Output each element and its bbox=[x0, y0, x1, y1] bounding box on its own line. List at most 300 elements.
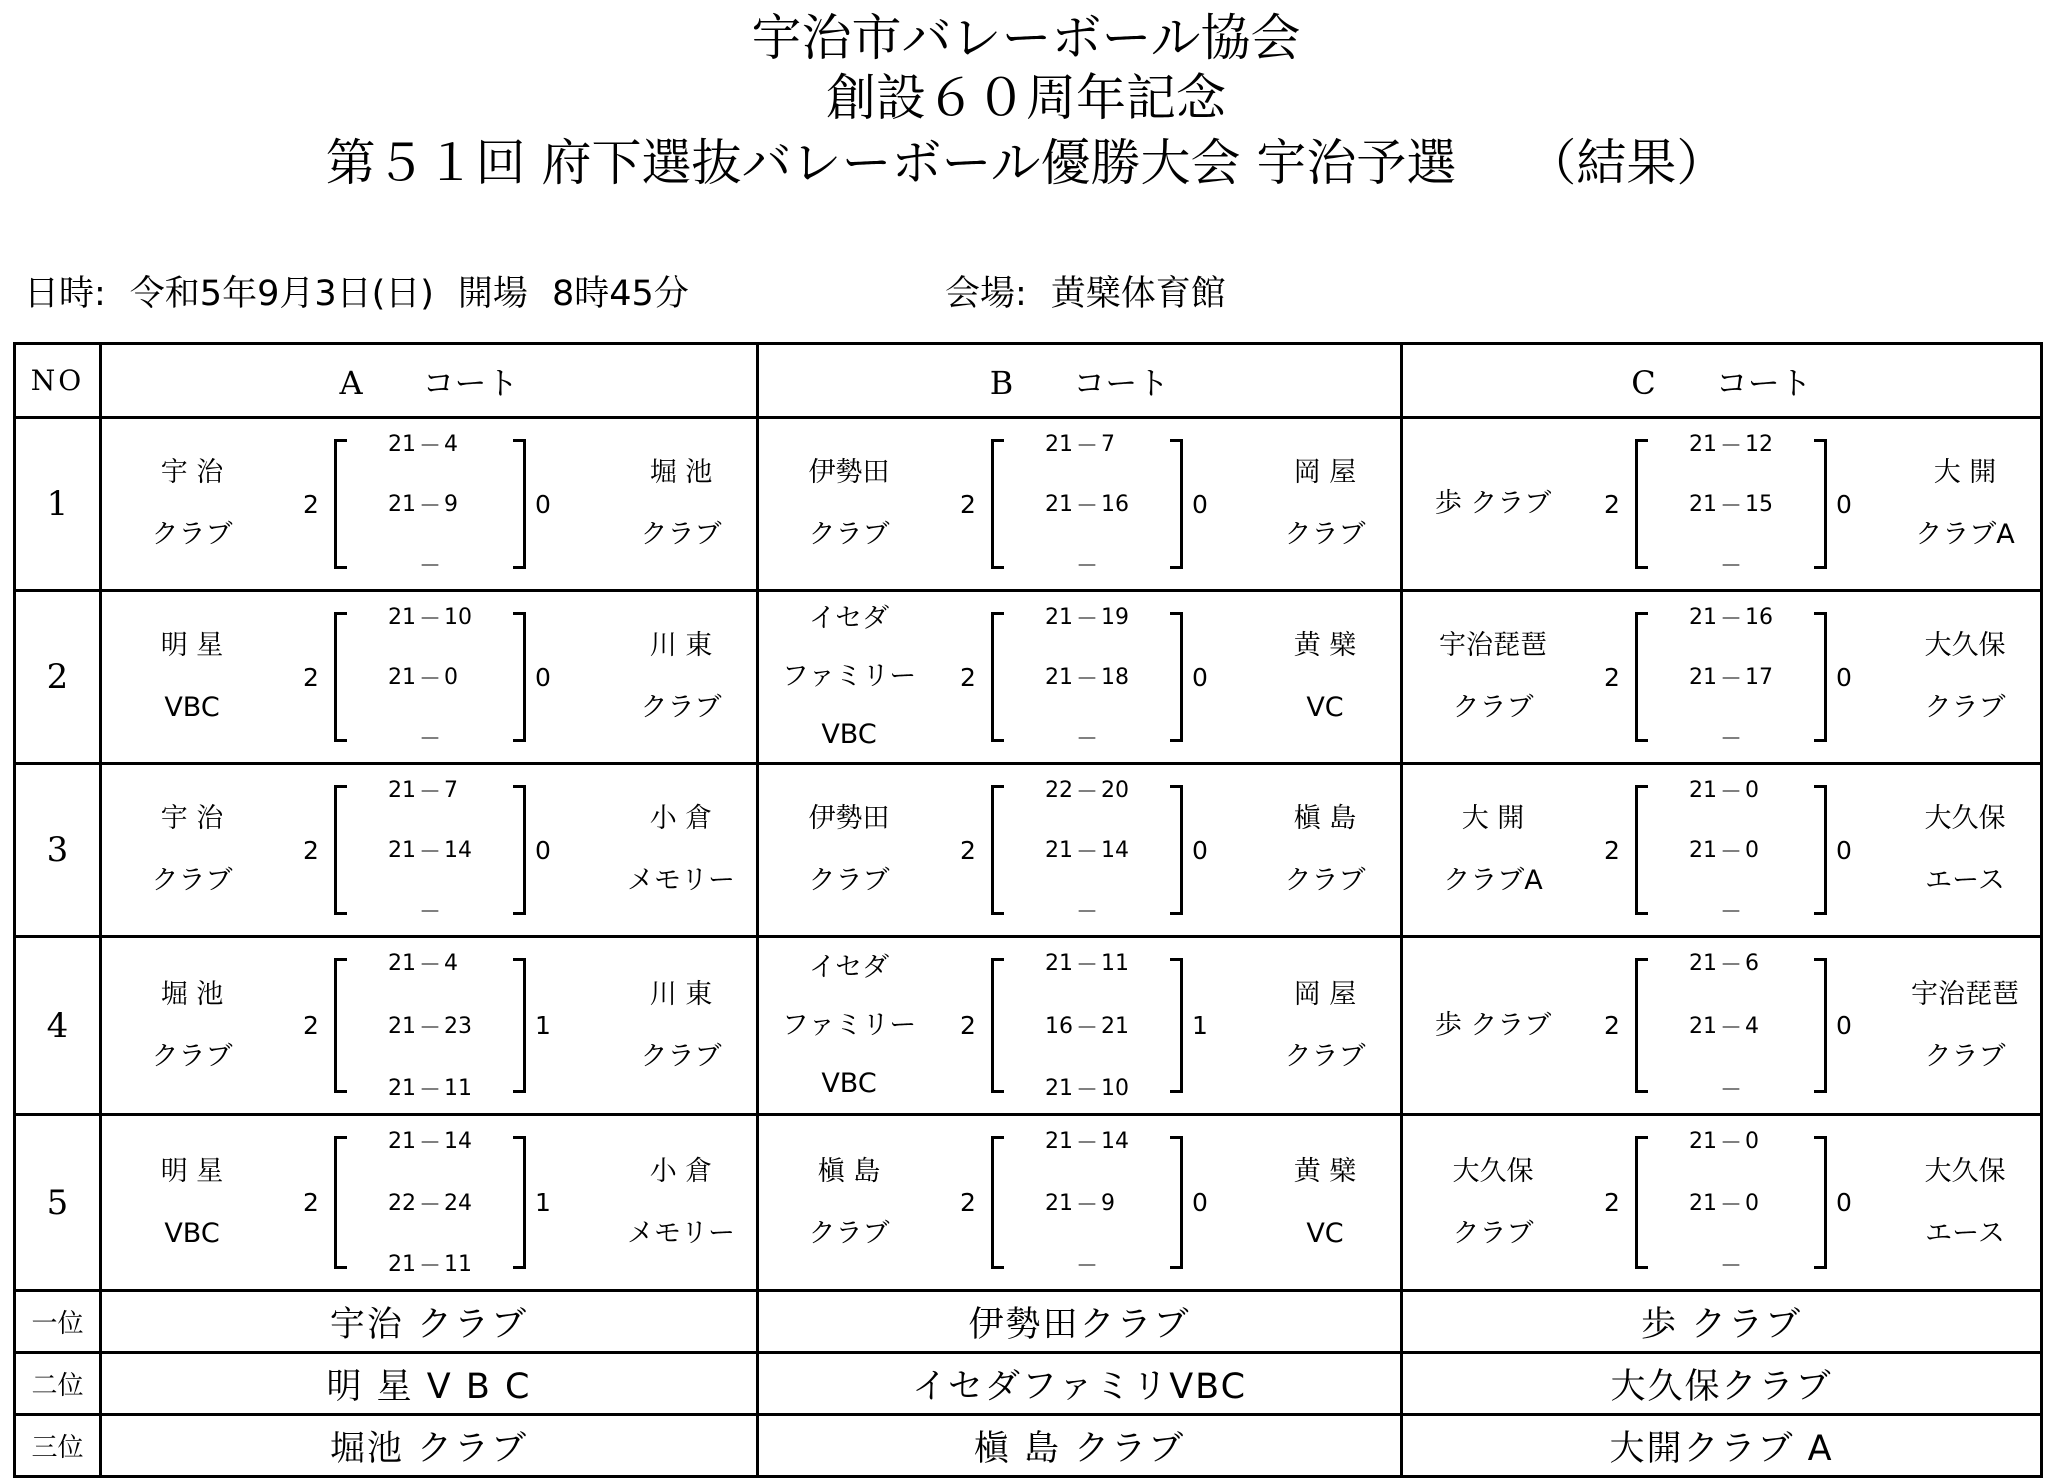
set-score bbox=[994, 488, 1180, 520]
score-bracket bbox=[991, 950, 1183, 1103]
score-b: 14 bbox=[444, 837, 472, 863]
team-b-line: クラブ bbox=[1924, 692, 2006, 723]
score-a: 21 bbox=[1689, 950, 1717, 976]
rank-team: 大久保クラブ bbox=[1402, 1353, 2042, 1415]
match-cell bbox=[1402, 764, 2042, 937]
score-bracket bbox=[991, 777, 1183, 925]
score-separator: － bbox=[418, 606, 441, 632]
team-a-line: ファミリー bbox=[781, 1009, 917, 1041]
score-b: 23 bbox=[444, 1013, 472, 1039]
set-score bbox=[337, 601, 523, 633]
team-a bbox=[777, 419, 921, 589]
sets-won-a: 2 bbox=[1604, 1188, 1620, 1217]
score-b: 4 bbox=[1745, 1013, 1759, 1039]
score-separator: － bbox=[1719, 1192, 1742, 1218]
team-b-line: メモリー bbox=[627, 865, 735, 896]
score-b: 24 bbox=[444, 1190, 472, 1216]
team-b bbox=[1890, 1116, 2040, 1289]
set-score bbox=[337, 721, 523, 753]
score-bracket bbox=[991, 1128, 1183, 1279]
sets-won-b: 0 bbox=[1836, 489, 1852, 519]
set-score bbox=[1638, 428, 1824, 460]
tournament-title bbox=[0, 128, 2052, 198]
ranking-row bbox=[15, 1353, 2042, 1415]
team-b bbox=[1250, 419, 1400, 589]
team-b bbox=[606, 1116, 756, 1289]
match-row bbox=[15, 764, 2042, 937]
team-a-line: クラブ bbox=[808, 1217, 890, 1249]
score-a: 21 bbox=[1689, 777, 1717, 803]
set-score bbox=[994, 894, 1180, 926]
sets-won-a: 2 bbox=[303, 489, 319, 519]
score-b: 7 bbox=[444, 777, 458, 803]
court-letter: A bbox=[339, 363, 363, 402]
score-separator: － bbox=[418, 1077, 441, 1103]
rank-label: 二位 bbox=[15, 1353, 101, 1415]
set-score bbox=[1638, 601, 1824, 633]
score-bracket bbox=[334, 604, 526, 752]
set-score bbox=[1638, 834, 1824, 866]
team-b bbox=[606, 765, 756, 935]
team-a bbox=[777, 938, 921, 1113]
score-a: 21 bbox=[388, 777, 416, 803]
score-b: 0 bbox=[1745, 837, 1759, 863]
set-score bbox=[337, 774, 523, 806]
score-a: 16 bbox=[1045, 1013, 1073, 1039]
rank-team: 歩 クラブ bbox=[1402, 1291, 2042, 1353]
team-a-line: VBC bbox=[164, 692, 220, 723]
score-a: 22 bbox=[388, 1190, 416, 1216]
score-b: 10 bbox=[444, 604, 472, 630]
score-a: 21 bbox=[388, 1075, 416, 1101]
score-a: 21 bbox=[1689, 664, 1717, 690]
team-b-line: 小 倉 bbox=[649, 1155, 713, 1187]
score-separator: － bbox=[1075, 726, 1098, 752]
score-separator: － bbox=[418, 779, 441, 805]
score-separator: － bbox=[418, 1192, 441, 1218]
set-score bbox=[994, 1125, 1180, 1157]
anniversary-title: 創設６０周年記念 bbox=[826, 69, 1226, 127]
sets-won-b: 0 bbox=[1836, 1011, 1852, 1040]
team-a-line: 明 星 bbox=[160, 1155, 224, 1187]
score-b: 7 bbox=[1101, 431, 1115, 457]
score-b: 16 bbox=[1745, 604, 1773, 630]
set-score bbox=[1638, 1010, 1824, 1042]
score-separator: － bbox=[1719, 839, 1742, 865]
sets-won-b: 0 bbox=[1192, 662, 1208, 692]
team-a-line: 宇治琵琶 bbox=[1439, 630, 1547, 661]
match-row bbox=[15, 418, 2042, 591]
score-a: 21 bbox=[1689, 431, 1717, 457]
score-separator: － bbox=[418, 553, 441, 579]
row-number: 5 bbox=[15, 1115, 101, 1291]
court-header-b bbox=[758, 344, 1402, 418]
team-a-line: クラブ bbox=[1452, 1217, 1534, 1249]
score-bracket bbox=[1635, 431, 1827, 579]
association-title: 宇治市バレーボール協会 bbox=[751, 9, 1301, 67]
score-b: 14 bbox=[1101, 1128, 1129, 1154]
score-b: 0 bbox=[444, 664, 458, 690]
set-score bbox=[994, 834, 1180, 866]
score-separator: － bbox=[1075, 666, 1098, 692]
team-a-line: クラブA bbox=[1443, 865, 1543, 896]
sets-won-b: 0 bbox=[1836, 835, 1852, 865]
sets-won-b: 0 bbox=[1836, 662, 1852, 692]
score-b: 20 bbox=[1101, 777, 1129, 803]
sets-won-b: 0 bbox=[1192, 1188, 1208, 1217]
score-separator: － bbox=[418, 433, 441, 459]
team-b-line: クラブA bbox=[1915, 519, 2015, 550]
open-time: 8時45分 bbox=[551, 274, 689, 314]
team-a bbox=[120, 765, 264, 935]
match-cell bbox=[101, 1115, 758, 1291]
score-separator: － bbox=[1075, 1077, 1098, 1103]
team-b bbox=[1250, 938, 1400, 1113]
header-row bbox=[15, 344, 2042, 418]
sets-won-a: 2 bbox=[960, 1011, 976, 1040]
team-b bbox=[606, 938, 756, 1113]
sets-won-a: 2 bbox=[303, 1011, 319, 1040]
team-b bbox=[1890, 938, 2040, 1113]
team-a-line: クラブ bbox=[1452, 692, 1534, 723]
rank-team: 宇治 クラブ bbox=[101, 1291, 758, 1353]
score-bracket bbox=[334, 431, 526, 579]
team-b-line: クラブ bbox=[640, 692, 722, 723]
team-b-line: クラブ bbox=[1284, 519, 1366, 550]
score-a: 21 bbox=[1689, 1190, 1717, 1216]
score-separator: － bbox=[418, 899, 441, 925]
team-a-line: 堀 池 bbox=[160, 978, 224, 1010]
score-a: 21 bbox=[1689, 604, 1717, 630]
title-block bbox=[0, 8, 2052, 198]
score-b: 0 bbox=[1745, 1190, 1759, 1216]
score-b: 11 bbox=[444, 1075, 472, 1101]
set-score bbox=[994, 774, 1180, 806]
set-score bbox=[1638, 661, 1824, 693]
score-separator: － bbox=[1719, 1015, 1742, 1041]
score-separator: － bbox=[1075, 1192, 1098, 1218]
set-score bbox=[994, 661, 1180, 693]
match-row bbox=[15, 591, 2042, 764]
team-b-line: エース bbox=[1925, 1217, 2005, 1249]
team-b bbox=[1890, 765, 2040, 935]
score-b: 15 bbox=[1745, 491, 1773, 517]
team-a bbox=[1421, 419, 1565, 589]
team-b-line: クラブ bbox=[1924, 1040, 2006, 1072]
team-a-line: ファミリー bbox=[781, 661, 917, 692]
rank-label: 三位 bbox=[15, 1415, 101, 1477]
set-score bbox=[994, 1187, 1180, 1219]
match-cell bbox=[758, 937, 1402, 1115]
score-separator: － bbox=[1075, 839, 1098, 865]
team-b-line: 岡 屋 bbox=[1293, 978, 1357, 1010]
score-b: 9 bbox=[444, 491, 458, 517]
sets-won-b: 0 bbox=[1192, 489, 1208, 519]
match-cell bbox=[758, 591, 1402, 764]
sets-won-a: 2 bbox=[303, 662, 319, 692]
score-a: 21 bbox=[1045, 1075, 1073, 1101]
team-a bbox=[777, 592, 921, 762]
score-a: 21 bbox=[388, 1251, 416, 1277]
rank-team: 堀池 クラブ bbox=[101, 1415, 758, 1477]
sets-won-a: 2 bbox=[960, 835, 976, 865]
team-a-line: イセダ bbox=[808, 603, 890, 634]
set-score bbox=[1638, 947, 1824, 979]
set-score bbox=[337, 1125, 523, 1157]
score-b: 0 bbox=[1745, 1128, 1759, 1154]
set-score bbox=[1638, 1187, 1824, 1219]
sets-won-a: 2 bbox=[1604, 835, 1620, 865]
team-b-line: VC bbox=[1306, 692, 1344, 723]
match-cell bbox=[1402, 418, 2042, 591]
score-b: 6 bbox=[1745, 950, 1759, 976]
set-score bbox=[337, 661, 523, 693]
score-separator: － bbox=[1719, 1077, 1742, 1103]
score-a: 21 bbox=[1045, 837, 1073, 863]
set-score bbox=[1638, 774, 1824, 806]
court-letter: B bbox=[989, 363, 1014, 402]
score-separator: － bbox=[1075, 1015, 1098, 1041]
team-b-line: 川 東 bbox=[649, 630, 713, 661]
match-cell bbox=[758, 418, 1402, 591]
row-number: 4 bbox=[15, 937, 101, 1115]
score-b: 11 bbox=[444, 1251, 472, 1277]
match-cell bbox=[1402, 937, 2042, 1115]
score-separator: － bbox=[1075, 493, 1098, 519]
sets-won-b: 1 bbox=[535, 1188, 551, 1217]
score-bracket bbox=[991, 604, 1183, 752]
score-b: 12 bbox=[1745, 431, 1773, 457]
court-label: コート bbox=[1073, 363, 1170, 402]
set-score bbox=[1638, 894, 1824, 926]
team-b-line: クラブ bbox=[640, 519, 722, 550]
score-bracket bbox=[1635, 777, 1827, 925]
score-b: 14 bbox=[444, 1128, 472, 1154]
rank-team: 伊勢田クラブ bbox=[758, 1291, 1402, 1353]
team-b-line: 小 倉 bbox=[649, 803, 713, 834]
set-score bbox=[1638, 1072, 1824, 1104]
team-a bbox=[120, 1116, 264, 1289]
score-separator: － bbox=[1719, 1130, 1742, 1156]
score-a: 22 bbox=[1045, 777, 1073, 803]
score-b: 4 bbox=[444, 431, 458, 457]
team-a bbox=[1421, 765, 1565, 935]
set-score bbox=[994, 601, 1180, 633]
event-datetime bbox=[24, 264, 689, 324]
team-b-line: 黄 檗 bbox=[1293, 1155, 1357, 1187]
score-a: 21 bbox=[1045, 604, 1073, 630]
score-b: 10 bbox=[1101, 1075, 1129, 1101]
score-separator: － bbox=[418, 493, 441, 519]
team-b bbox=[1890, 419, 2040, 589]
set-score bbox=[337, 1072, 523, 1104]
team-a-line: 宇 治 bbox=[160, 803, 224, 834]
match-row bbox=[15, 1115, 2042, 1291]
team-a-line: 明 星 bbox=[160, 630, 224, 661]
event-date: 令和5年9月3日(日) bbox=[129, 274, 434, 314]
set-score bbox=[994, 1248, 1180, 1280]
score-a: 21 bbox=[1689, 1013, 1717, 1039]
match-cell bbox=[758, 1115, 1402, 1291]
score-b: 9 bbox=[1101, 1190, 1115, 1216]
score-separator: － bbox=[1075, 1253, 1098, 1279]
datetime-label: 日時: bbox=[24, 274, 106, 314]
team-a-line: 歩 クラブ bbox=[1434, 488, 1552, 519]
team-b bbox=[1250, 765, 1400, 935]
score-separator: － bbox=[1075, 899, 1098, 925]
score-a: 21 bbox=[1689, 837, 1717, 863]
row-number: 3 bbox=[15, 764, 101, 937]
court-letter: C bbox=[1631, 363, 1656, 402]
match-cell bbox=[101, 591, 758, 764]
set-score bbox=[994, 721, 1180, 753]
tournament-name: 第５１回 府下選抜バレーボール優勝大会 宇治予選 bbox=[325, 134, 1457, 192]
team-b-line: 大 開 bbox=[1933, 457, 1997, 488]
score-b: 4 bbox=[444, 950, 458, 976]
team-a-line: 槇 島 bbox=[817, 1155, 881, 1187]
rank-team: 明 星 V B C bbox=[101, 1353, 758, 1415]
team-a bbox=[1421, 1116, 1565, 1289]
results-table bbox=[13, 342, 2043, 1478]
score-a: 21 bbox=[388, 1013, 416, 1039]
team-a bbox=[777, 765, 921, 935]
team-b-line: クラブ bbox=[1284, 1040, 1366, 1072]
team-b-line: クラブ bbox=[1284, 865, 1366, 896]
team-b-line: 堀 池 bbox=[649, 457, 713, 488]
set-score bbox=[1638, 721, 1824, 753]
score-bracket bbox=[334, 777, 526, 925]
team-b-line: 大久保 bbox=[1924, 803, 2006, 834]
score-separator: － bbox=[418, 1253, 441, 1279]
sets-won-b: 0 bbox=[535, 662, 551, 692]
score-a: 21 bbox=[1045, 1190, 1073, 1216]
score-separator: － bbox=[418, 726, 441, 752]
score-a: 21 bbox=[388, 491, 416, 517]
score-separator: － bbox=[1075, 433, 1098, 459]
set-score bbox=[994, 548, 1180, 580]
sets-won-a: 2 bbox=[1604, 662, 1620, 692]
match-cell bbox=[101, 418, 758, 591]
score-separator: － bbox=[1075, 779, 1098, 805]
match-cell bbox=[1402, 1115, 2042, 1291]
sets-won-a: 2 bbox=[1604, 489, 1620, 519]
team-b bbox=[606, 592, 756, 762]
sets-won-b: 0 bbox=[535, 489, 551, 519]
team-b-line: 大久保 bbox=[1924, 1155, 2006, 1187]
team-b-line: VC bbox=[1306, 1217, 1344, 1249]
team-a-line: クラブ bbox=[808, 519, 890, 550]
score-separator: － bbox=[1719, 433, 1742, 459]
no-header: NO bbox=[15, 344, 101, 418]
set-score bbox=[1638, 488, 1824, 520]
score-separator: － bbox=[1719, 493, 1742, 519]
set-score bbox=[337, 1010, 523, 1042]
score-a: 21 bbox=[1045, 950, 1073, 976]
set-score bbox=[337, 488, 523, 520]
score-a: 21 bbox=[388, 837, 416, 863]
score-a: 21 bbox=[388, 664, 416, 690]
rank-team: イセダファミリVBC bbox=[758, 1353, 1402, 1415]
court-header-c bbox=[1402, 344, 2042, 418]
rank-team: 槇 島 クラブ bbox=[758, 1415, 1402, 1477]
row-number: 2 bbox=[15, 591, 101, 764]
team-b bbox=[1890, 592, 2040, 762]
score-separator: － bbox=[1719, 726, 1742, 752]
score-a: 21 bbox=[1689, 1128, 1717, 1154]
team-a bbox=[1421, 938, 1565, 1113]
match-cell bbox=[1402, 591, 2042, 764]
score-separator: － bbox=[418, 1130, 441, 1156]
set-score bbox=[337, 548, 523, 580]
sets-won-a: 2 bbox=[960, 1188, 976, 1217]
team-b bbox=[606, 419, 756, 589]
venue-label: 会場: bbox=[945, 274, 1027, 314]
set-score bbox=[337, 947, 523, 979]
set-score bbox=[337, 1187, 523, 1219]
sets-won-a: 2 bbox=[303, 1188, 319, 1217]
score-separator: － bbox=[1075, 1130, 1098, 1156]
score-separator: － bbox=[1719, 606, 1742, 632]
open-label: 開場 bbox=[457, 274, 528, 314]
score-a: 21 bbox=[1045, 1128, 1073, 1154]
score-bracket bbox=[1635, 604, 1827, 752]
team-a-line: クラブ bbox=[151, 519, 233, 550]
score-separator: － bbox=[1719, 1253, 1742, 1279]
score-bracket bbox=[334, 1128, 526, 1279]
result-label: （結果） bbox=[1526, 134, 1727, 192]
match-cell bbox=[101, 764, 758, 937]
set-score bbox=[337, 1248, 523, 1280]
score-separator: － bbox=[1075, 606, 1098, 632]
score-b: 21 bbox=[1101, 1013, 1129, 1039]
score-separator: － bbox=[1719, 553, 1742, 579]
team-a-line: クラブ bbox=[151, 865, 233, 896]
team-a-line: 大久保 bbox=[1452, 1155, 1534, 1187]
team-b-line: 槇 島 bbox=[1293, 803, 1357, 834]
team-b bbox=[1250, 592, 1400, 762]
team-a bbox=[777, 1116, 921, 1289]
venue-name: 黄檗体育館 bbox=[1050, 274, 1226, 314]
team-a-line: クラブ bbox=[808, 865, 890, 896]
sets-won-b: 0 bbox=[1836, 1188, 1852, 1217]
set-score bbox=[1638, 1125, 1824, 1157]
set-score bbox=[994, 947, 1180, 979]
match-row bbox=[15, 937, 2042, 1115]
team-b-line: エース bbox=[1925, 865, 2005, 896]
set-score bbox=[337, 834, 523, 866]
score-a: 21 bbox=[388, 431, 416, 457]
score-separator: － bbox=[418, 839, 441, 865]
team-a-line: クラブ bbox=[151, 1040, 233, 1072]
court-header-a bbox=[101, 344, 758, 418]
team-a bbox=[120, 419, 264, 589]
set-score bbox=[337, 894, 523, 926]
court-label: コート bbox=[1715, 363, 1812, 402]
ranking-row bbox=[15, 1291, 2042, 1353]
score-bracket bbox=[991, 431, 1183, 579]
score-b: 17 bbox=[1745, 664, 1773, 690]
team-b-line: 大久保 bbox=[1924, 630, 2006, 661]
team-b-line: クラブ bbox=[640, 1040, 722, 1072]
score-a: 21 bbox=[388, 604, 416, 630]
score-separator: － bbox=[1719, 952, 1742, 978]
score-b: 16 bbox=[1101, 491, 1129, 517]
score-a: 21 bbox=[388, 1128, 416, 1154]
team-a-line: VBC bbox=[821, 719, 877, 750]
team-b-line: 川 東 bbox=[649, 978, 713, 1010]
ranking-row bbox=[15, 1415, 2042, 1477]
sets-won-a: 2 bbox=[960, 662, 976, 692]
